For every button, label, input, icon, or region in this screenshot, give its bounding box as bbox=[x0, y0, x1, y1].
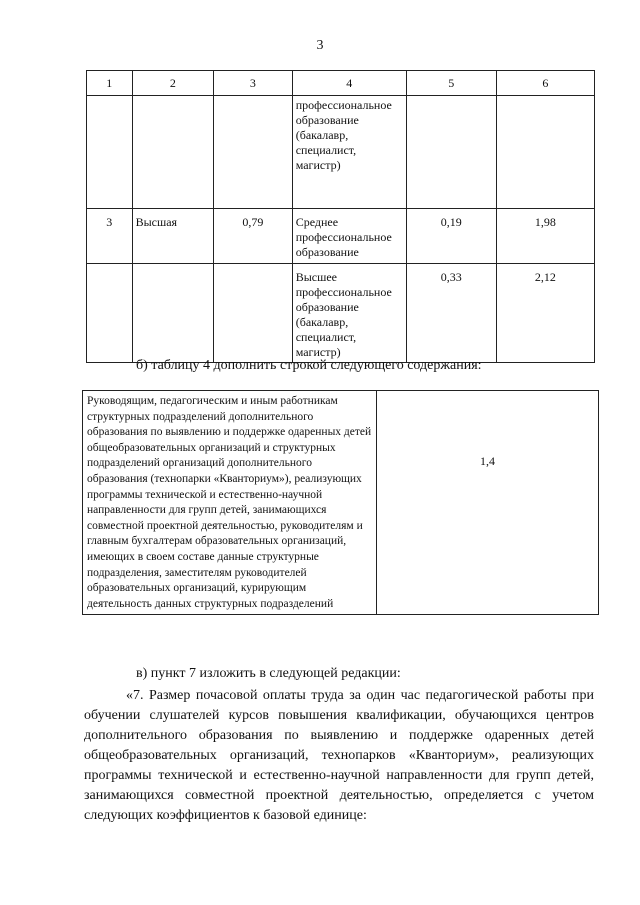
category-cell bbox=[132, 264, 214, 363]
table4-addition bbox=[82, 390, 599, 615]
paragraph-7: «7. Размер почасовой оплаты труда за один час педагогической работы при обучении слушателей курсов повышения квалификации, обучающихся центров дополнительного образования по выявлению и поддержке одаренных детей общеобразовательных организаций, технопарков «Кванториум», реализующих программы технической и естественно-научной направленности для групп детей, занимающихся совместной проектной деятельностью, определяется с учетом следующих коэффициентов к базовой единице: bbox=[84, 688, 594, 823]
staff-description-cell: Руководящим, педагогическим и иным работникам структурных подразделений дополнительного образования по выявлению и поддержке одаренных детей общеобразовательных организаций и структурных подразделений организаций дополнительного образования (технопарки «Кванториум»), реализующих программы технической и естественно-научной направленности для групп детей, занимающихся совместной проектной деятельностью, руководителям и главным бухгалтерам образовательных организаций, имеющих в своем составе данные структурные подразделения, заместителям руководителей образовательных организаций, курирующим деятельность данных структурных подразделений bbox=[83, 391, 377, 615]
table-row bbox=[87, 209, 595, 264]
education-cell: профессиональное образование (бакалавр, специалист, магистр) bbox=[292, 96, 406, 209]
header-cell: 5 bbox=[406, 71, 496, 96]
table-row bbox=[87, 96, 595, 209]
total-cell: 2,12 bbox=[496, 264, 594, 363]
coefficient-cell: 1,4 bbox=[377, 391, 599, 615]
coef2-cell: 0,19 bbox=[406, 209, 496, 264]
header-cell: 4 bbox=[292, 71, 406, 96]
paragraph-b: б) таблицу 4 дополнить строкой следующего содержания: bbox=[136, 358, 482, 373]
row-number bbox=[87, 96, 133, 209]
coefficients-table bbox=[86, 70, 595, 363]
header-cell: 3 bbox=[214, 71, 293, 96]
coef1-cell bbox=[214, 264, 293, 363]
page-number: 3 bbox=[316, 38, 324, 53]
coef2-cell bbox=[406, 96, 496, 209]
coef1-cell bbox=[214, 96, 293, 209]
education-cell: Среднее профессиональное образование bbox=[292, 209, 406, 264]
row-number bbox=[87, 264, 133, 363]
table-row bbox=[87, 264, 595, 363]
category-cell: Высшая bbox=[132, 209, 214, 264]
paragraph-v: в) пункт 7 изложить в следующей редакции: bbox=[136, 666, 401, 681]
coef2-cell: 0,33 bbox=[406, 264, 496, 363]
total-cell: 1,98 bbox=[496, 209, 594, 264]
header-cell: 2 bbox=[132, 71, 214, 96]
row-number: 3 bbox=[87, 209, 133, 264]
table-row bbox=[83, 391, 599, 615]
header-cell: 6 bbox=[496, 71, 594, 96]
total-cell bbox=[496, 96, 594, 209]
header-cell: 1 bbox=[87, 71, 133, 96]
education-cell: Высшее профессиональное образование (бакалавр, специалист, магистр) bbox=[292, 264, 406, 363]
table-header-row bbox=[87, 71, 595, 96]
category-cell bbox=[132, 96, 214, 209]
coef1-cell: 0,79 bbox=[214, 209, 293, 264]
